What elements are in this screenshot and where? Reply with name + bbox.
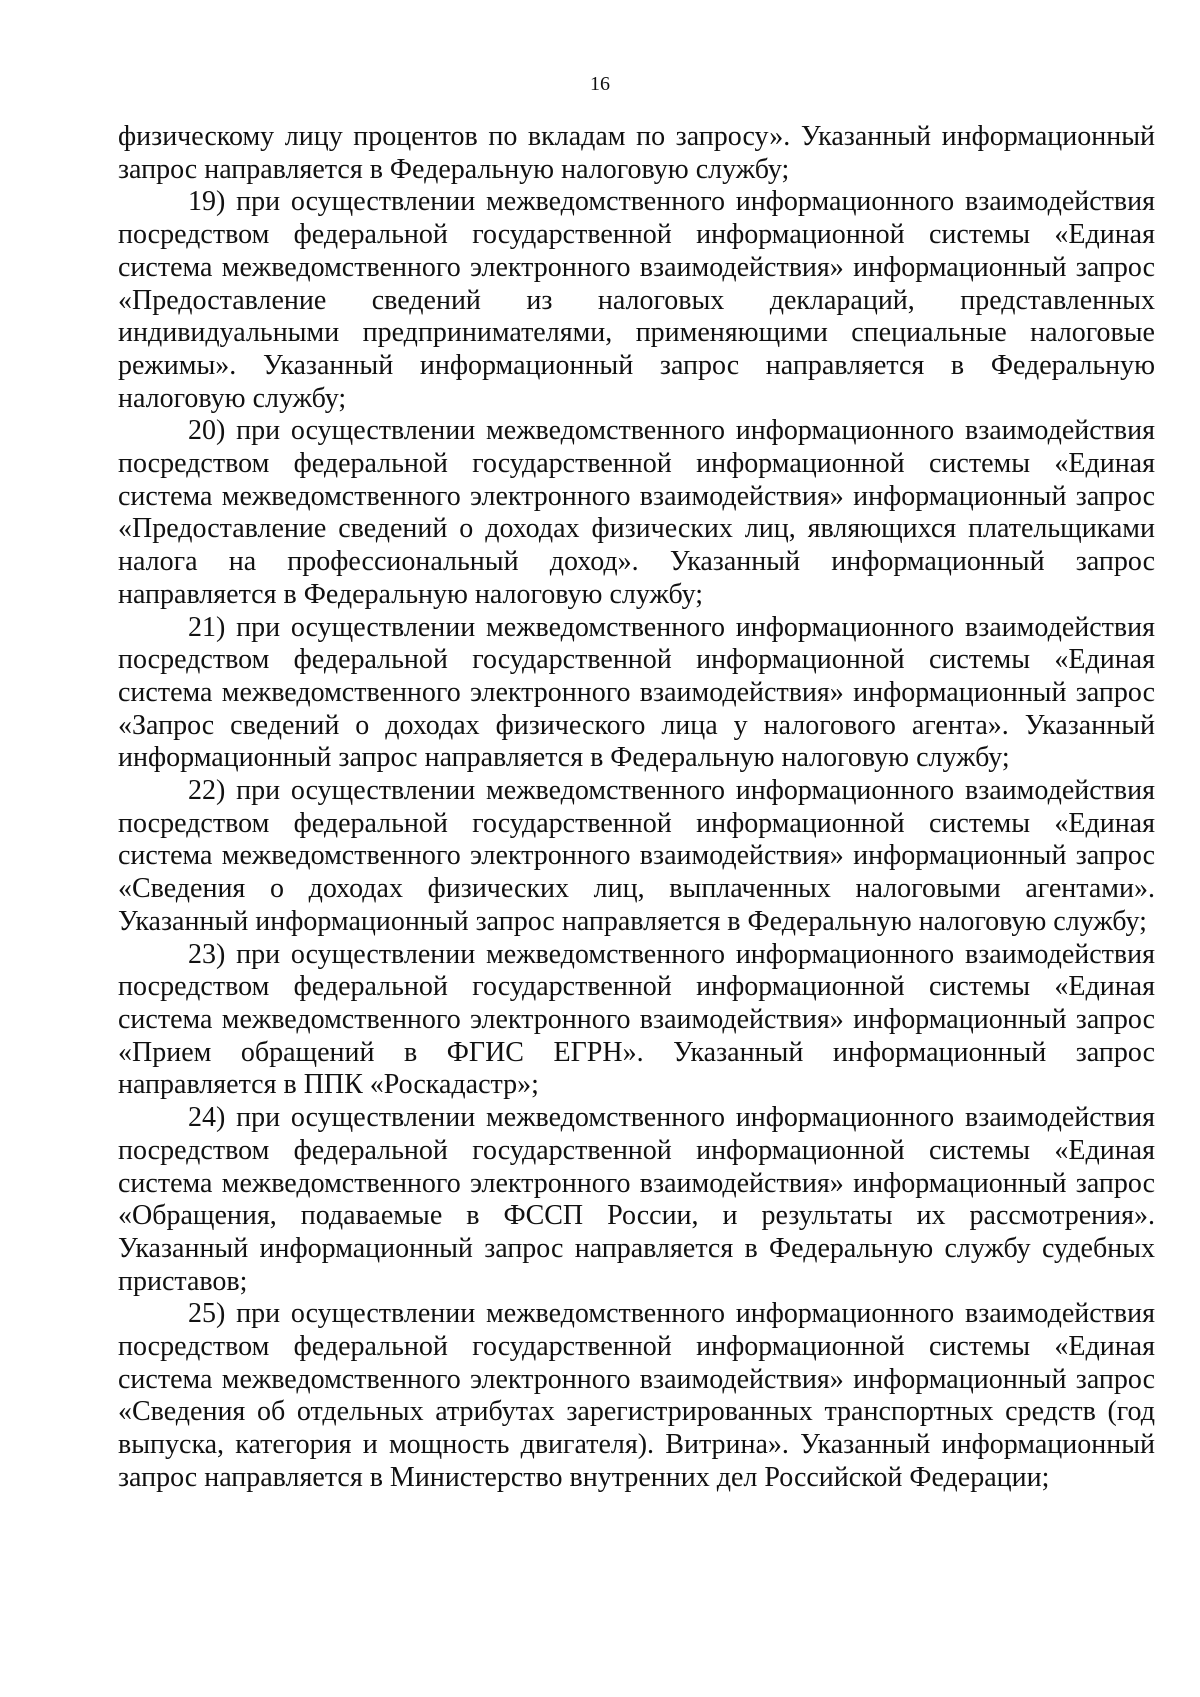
page-number: 16 — [590, 73, 610, 95]
paragraph-item-24: 24) при осуществлении межведомственного информационного взаимодействия посредством федеральной государственной информационной системы «Единая система межведомственного электронного взаимодействия» информационный запрос «Обращения, подаваемые в ФССП России, и результаты их рассмотрения». Указанный информационный запрос направляется в Федеральную службу судебных приставов; — [118, 1102, 1155, 1297]
document-body — [118, 121, 1155, 1495]
paragraph-item-22: 22) при осуществлении межведомственного информационного взаимодействия посредством федеральной государственной информационной системы «Единая система межведомственного электронного взаимодействия» информационный запрос «Сведения о доходах физических лиц, выплаченных налоговыми агентами». Указанный информационный запрос направляется в Федеральную налоговую службу; — [118, 775, 1155, 937]
paragraph-item-23: 23) при осуществлении межведомственного информационного взаимодействия посредством федеральной государственной информационной системы «Единая система межведомственного электронного взаимодействия» информационный запрос «Прием обращений в ФГИС ЕГРН». Указанный информационный запрос направляется в ППК «Роскадастр»; — [118, 938, 1155, 1101]
paragraph-item-25: 25) при осуществлении межведомственного информационного взаимодействия посредством федеральной государственной информационной системы «Единая система межведомственного электронного взаимодействия» информационный запрос «Сведения об отдельных атрибутах зарегистрированных транспортных средств (год выпуска, категория и мощность двигателя). Витрина». Указанный информационный запрос направляется в Министерство внутренних дел Российской Федерации; — [118, 1298, 1155, 1493]
paragraph-item-21: 21) при осуществлении межведомственного информационного взаимодействия посредством федеральной государственной информационной системы «Единая система межведомственного электронного взаимодействия» информационный запрос «Запрос сведений о доходах физического лица у налогового агента». Указанный информационный запрос направляется в Федеральную налоговую службу; — [118, 611, 1155, 774]
paragraph-continuation: физическому лицу процентов по вкладам по запросу». Указанный информационный запрос направляется в Федеральную налоговую службу; — [118, 121, 1155, 185]
paragraph-item-20: 20) при осуществлении межведомственного информационного взаимодействия посредством федеральной государственной информационной системы «Единая система межведомственного электронного взаимодействия» информационный запрос «Предоставление сведений о доходах физических лиц, являющихся плательщиками налога на профессиональный доход». Указанный информационный запрос направляется в Федеральную налоговую службу; — [118, 415, 1155, 610]
paragraph-item-19: 19) при осуществлении межведомственного информационного взаимодействия посредством федеральной государственной информационной системы «Единая система межведомственного электронного взаимодействия» информационный запрос «Предоставление сведений из налоговых деклараций, представленных индивидуальными предпринимателями, применяющими специальные налоговые режимы». Указанный информационный запрос направляется в Федеральную налоговую службу; — [118, 186, 1155, 414]
